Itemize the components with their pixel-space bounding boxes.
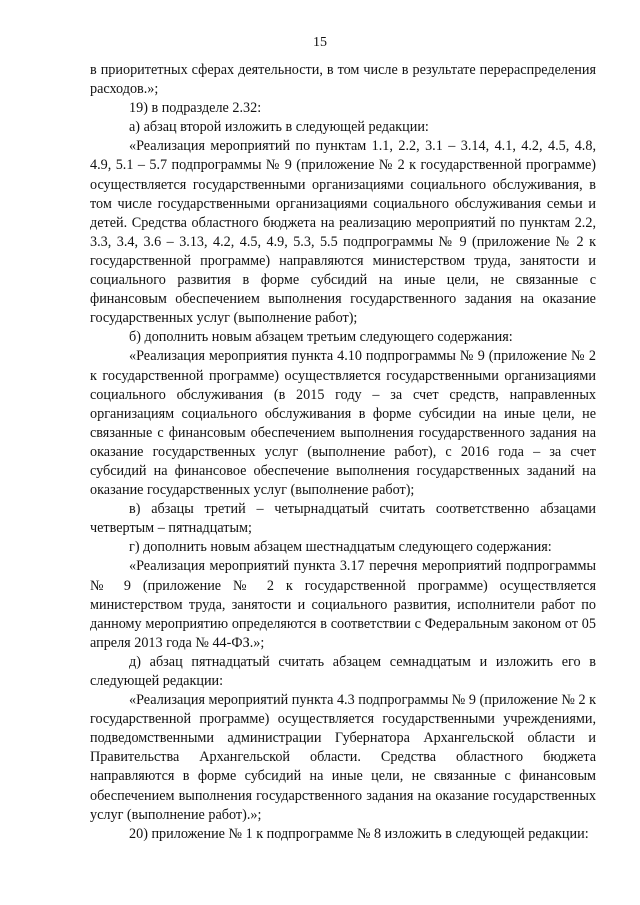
paragraph-quote-4-3: «Реализация мероприятий пункта 4.3 подпрограммы № 9 (приложение № 2 к государственной программе) осуществляется государственными учреждениями, подведомственными администрации Губернатора Архангельской области и Правительства Архангельской области. Средства областного бюджета направляются в форме субсидий на иные цели, не связанные с финансовым обеспечением выполнения государственного задания на оказание государственных услуг (выполнение работ).»; <box>90 692 596 823</box>
paragraph-continuation: в приоритетных сферах деятельности, в том числе в результате перераспределения расходов.»; <box>90 62 596 98</box>
document-body <box>90 61 596 844</box>
paragraph-subitem-g: г) дополнить новым абзацем шестнадцатым следующего содержания: <box>129 539 552 556</box>
paragraph-quote-3-17: «Реализация мероприятий пункта 3.17 перечня мероприятий подпрограммы № 9 (приложение № 2 к государственной программе) осуществляется министерством труда, занятости и социального развития, исполнители работ по данному мероприятию определяются в соответствии с Федеральным законом от 05 апреля 2013 года № 44-ФЗ.»; <box>90 558 596 651</box>
paragraph-item-19: 19) в подразделе 2.32: <box>129 100 262 117</box>
page-number: 15 <box>313 35 327 50</box>
paragraph-item-20: 20) приложение № 1 к подпрограмме № 8 изложить в следующей редакции: <box>129 825 589 842</box>
paragraph-subitem-d: д) абзац пятнадцатый считать абзацем семнадцатым и изложить его в следующей редакции: <box>90 653 596 689</box>
paragraph-quote-4-10: «Реализация мероприятия пункта 4.10 подпрограммы № 9 (приложение № 2 к государственной программе) осуществляется государственными организациями социального обслуживания (в 2015 году – за счет средств, направленных организациям социального обслуживания в форме субсидии на иные цели, не связанные с финансовым обеспечением выполнения государственного задания на оказание государственных услуг (выполнение работ), с 2016 года – за счет субсидий на финансовое обеспечение выполнения государственных заданий на оказание государственных услуг (выполнение работ); <box>90 348 596 499</box>
paragraph-subitem-b: б) дополнить новым абзацем третьим следующего содержания: <box>129 329 513 346</box>
paragraph-quote-2-32-second: «Реализация мероприятий по пунктам 1.1, 2.2, 3.1 – 3.14, 4.1, 4.2, 4.5, 4.8, 4.9, 5.1 – 5.7 подпрограммы № 9 (приложение № 2 к государственной программе) осуществляется государственными организациями социального обслуживания, в том числе государственными организациями социального обслуживания семьи и детей. Средства областного бюджета на реализацию мероприятий по пунктам 2.2, 3.3, 3.4, 3.6 – 3.13, 4.2, 4.5, 4.9, 5.3, 5.5 подпрограммы № 9 (приложение № 2 к государственной программе) направляются министерством труда, занятости и социального развития в форме субсидий на иные цели, не связанные с финансовым обеспечением выполнения государственного задания на оказание государственных услуг (выполнение работ); <box>90 138 596 327</box>
paragraph-subitem-v: в) абзацы третий – четырнадцатый считать соответственно абзацами четвертым – пятнадцатым; <box>90 501 596 537</box>
paragraph-subitem-a: а) абзац второй изложить в следующей редакции: <box>129 119 429 136</box>
